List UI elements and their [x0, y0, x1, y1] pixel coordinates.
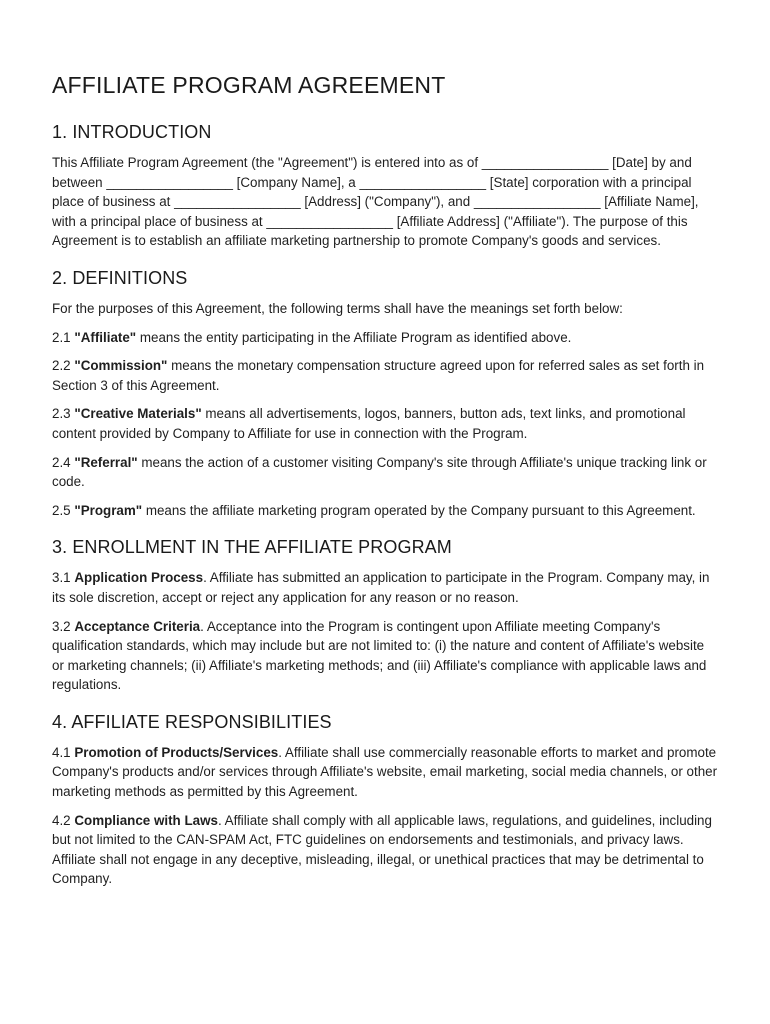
clause-item	[52, 811, 718, 889]
definition-item	[52, 328, 718, 348]
clause-item	[52, 743, 718, 802]
section-definitions	[52, 266, 718, 520]
clause-number: 4.1	[52, 744, 75, 760]
clause-text: . Affiliate shall comply with all applicable laws, regulations, and guidelines, including but not limited to the CAN-SPAM Act, FTC guidelines on endorsements and testimonials, and privacy laws. Affiliate shall not engage in any deceptive, misleading, illegal, or unethical practices that may be detrimental to Company.	[52, 812, 712, 887]
section-introduction	[52, 120, 718, 251]
defined-term: "Affiliate"	[74, 329, 137, 345]
clause-text: . Affiliate has submitted an application to participate in the Program. Company may, in its sole discretion, accept or reject any application for any reason or no reason.	[52, 570, 710, 605]
clause-title: Application Process	[74, 570, 204, 586]
clause-title: Acceptance Criteria	[74, 618, 201, 634]
clause-text: . Acceptance into the Program is contingent upon Affiliate meeting Company's qualification standards, which may include but are not limited to: (i) the nature and content of Affiliate's website or marketing channels; (ii) Affiliate's marketing methods; and (iii) Affiliate's compliance with applicable laws and regulations.	[52, 618, 707, 693]
clause-number: 4.2	[52, 812, 75, 828]
defined-term: "Referral"	[74, 454, 138, 470]
clause-text: means the entity participating in the Affiliate Program as identified above.	[136, 329, 572, 345]
section-heading: 3. ENROLLMENT IN THE AFFILIATE PROGRAM	[52, 537, 452, 558]
clause-text: . Affiliate shall use commercially reasonable efforts to market and promote Company's products and/or services through Affiliate's website, email marketing, social media channels, or other marketing methods as permitted by this Agreement.	[52, 744, 718, 800]
clause-number: 2.5	[52, 502, 75, 518]
clause-text: means the monetary compensation structure agreed upon for referred sales as set forth in Section 3 of this Agreement.	[52, 358, 705, 393]
clause-number: 3.1	[52, 570, 75, 586]
clause-number: 2.2	[52, 358, 75, 374]
defined-term: "Program"	[74, 502, 143, 518]
document-title: AFFILIATE PROGRAM AGREEMENT	[52, 72, 446, 98]
clause-title: Promotion of Products/Services	[74, 744, 279, 760]
definition-item	[52, 501, 718, 521]
section-heading: 1. INTRODUCTION	[52, 122, 212, 142]
definition-item	[52, 356, 718, 395]
clause-number: 3.2	[52, 618, 75, 634]
section-heading: 4. AFFILIATE RESPONSIBILITIES	[52, 711, 332, 732]
clause-number: 2.3	[52, 406, 75, 422]
clause-item	[52, 568, 718, 607]
section-affiliate-responsibilities	[52, 710, 718, 889]
clause-item	[52, 617, 718, 695]
clause-number: 2.1	[52, 329, 75, 345]
clause-text: means the action of a customer visiting Company's site through Affiliate's unique tracking link or code.	[52, 454, 707, 490]
definitions-intro: For the purposes of this Agreement, the following terms shall have the meanings set forth below:	[52, 300, 623, 316]
clause-text: means the affiliate marketing program operated by the Company pursuant to this Agreement.	[142, 502, 696, 518]
intro-paragraph: This Affiliate Program Agreement (the "Agreement") is entered into as of _________________ [Date] by and between _________________ [Company Name], a _________________ [State] corporation with a principal place of business at _________________ [Address] ("Company"), and _________________ [Affiliate Name], with a principal place of business at _________________ [Affiliate Address] ("Affiliate"). The purpose of this Agreement is to establish an affiliate marketing partnership to promote Company's goods and services.	[52, 155, 699, 249]
clause-text: means all advertisements, logos, banners, button ads, text links, and promotional content provided by Company to Affiliate for use in connection with the Program.	[52, 406, 686, 441]
clause-number: 2.4	[52, 454, 75, 470]
defined-term: "Creative Materials"	[74, 406, 202, 422]
defined-term: "Commission"	[74, 358, 168, 374]
definition-item	[52, 453, 718, 492]
section-heading: 2. DEFINITIONS	[52, 267, 188, 288]
section-enrollment	[52, 535, 718, 695]
definition-item	[52, 404, 718, 443]
clause-title: Compliance with Laws	[74, 812, 218, 828]
